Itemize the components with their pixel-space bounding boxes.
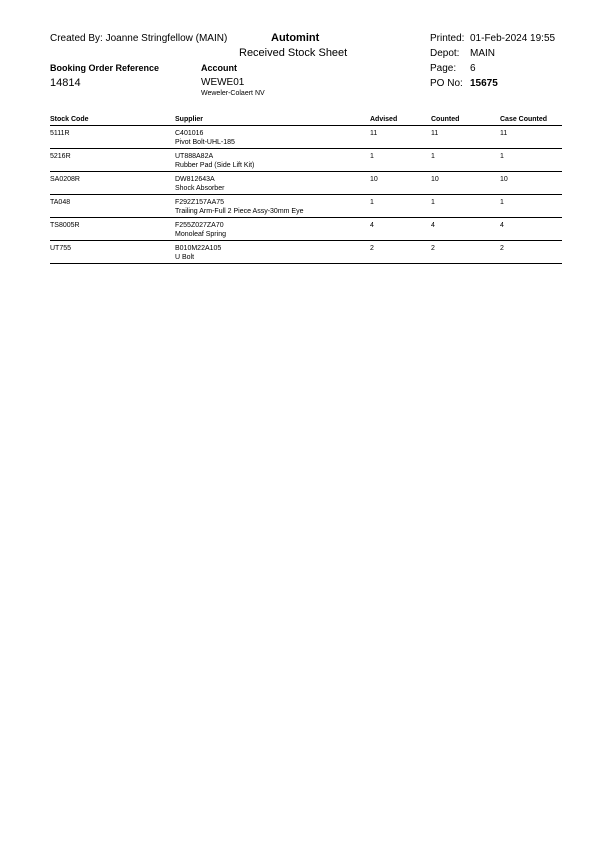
case-counted-qty: 11: [500, 130, 508, 137]
col-counted: Counted: [431, 116, 460, 123]
table-row: [50, 149, 562, 172]
advised-qty: 11: [370, 130, 378, 137]
stock-code: UT755: [50, 245, 72, 252]
item-description: Pivot Bolt-UHL-185: [175, 139, 235, 146]
account-label: Account: [201, 63, 237, 73]
supplier-code: F292Z157AA75: [175, 199, 225, 206]
table-row: [50, 126, 562, 149]
stock-code: TA048: [50, 199, 71, 206]
sheet-title: Received Stock Sheet: [239, 47, 348, 59]
printed-label: Printed:: [430, 33, 465, 44]
counted-qty: 2: [431, 245, 435, 252]
created-by: [50, 33, 227, 44]
stock-code: SA0208R: [50, 176, 80, 183]
item-description: Shock Absorber: [175, 185, 225, 192]
booking-value: 14814: [50, 77, 81, 89]
supplier-cell: [175, 152, 254, 170]
supplier-code: UT888A82A: [175, 153, 214, 160]
col-supplier: Supplier: [175, 116, 204, 123]
counted-qty: 4: [431, 222, 435, 229]
supplier-cell: [175, 221, 226, 239]
depot-label: Depot:: [430, 48, 460, 59]
case-counted-qty: 4: [500, 222, 504, 229]
case-counted-qty: 1: [500, 153, 504, 160]
table-row: [50, 195, 562, 218]
col-case-counted: Case Counted: [500, 116, 548, 123]
case-counted-qty: 2: [500, 245, 504, 252]
supplier-code: DW812643A: [175, 176, 215, 183]
counted-qty: 10: [431, 176, 439, 183]
case-counted-qty: 1: [500, 199, 504, 206]
supplier-cell: [175, 244, 221, 262]
stock-table: [50, 114, 562, 264]
supplier-code: B010M22A105: [175, 245, 222, 252]
supplier-cell: [175, 175, 224, 193]
table-row: [50, 172, 562, 195]
po-label: PO No:: [430, 78, 463, 89]
case-counted-qty: 10: [500, 176, 508, 183]
counted-qty: 1: [431, 153, 435, 160]
table-row: [50, 218, 562, 241]
account-name: Weweler-Colaert NV: [201, 90, 265, 97]
item-description: Monoleaf Spring: [175, 231, 226, 238]
stock-code: 5216R: [50, 153, 71, 160]
page-value: 6: [470, 63, 476, 74]
supplier-code: F255Z027ZA70: [175, 222, 224, 229]
stock-code: TS8005R: [50, 222, 80, 229]
created-by-value: Joanne Stringfellow (MAIN): [105, 33, 228, 44]
item-description: Trailing Arm-Full 2 Piece Assy-30mm Eye: [175, 208, 304, 215]
po-value: 15675: [470, 78, 498, 89]
advised-qty: 2: [370, 245, 374, 252]
item-description: U Bolt: [175, 254, 195, 261]
account-code: WEWE01: [201, 77, 245, 88]
supplier-cell: [175, 129, 235, 147]
counted-qty: 1: [431, 199, 435, 206]
table-header: [50, 114, 562, 126]
advised-qty: 1: [370, 199, 374, 206]
stock-code: 5111R: [50, 130, 70, 137]
created-by-label: Created By:: [50, 33, 103, 44]
company-name: Automint: [271, 32, 320, 44]
depot-value: MAIN: [470, 48, 495, 59]
supplier-cell: [175, 198, 304, 216]
table-row: [50, 241, 562, 264]
col-stock-code: Stock Code: [50, 116, 89, 123]
printed-value: 01-Feb-2024 19:55: [470, 33, 556, 44]
supplier-code: C401016: [175, 130, 204, 137]
counted-qty: 11: [431, 130, 439, 137]
page-label: Page:: [430, 63, 457, 74]
advised-qty: 4: [370, 222, 374, 229]
col-advised: Advised: [370, 116, 398, 123]
advised-qty: 10: [370, 176, 378, 183]
item-description: Rubber Pad (Side Lift Kit): [175, 162, 255, 169]
booking-label: Booking Order Reference: [50, 63, 160, 73]
advised-qty: 1: [370, 153, 374, 160]
